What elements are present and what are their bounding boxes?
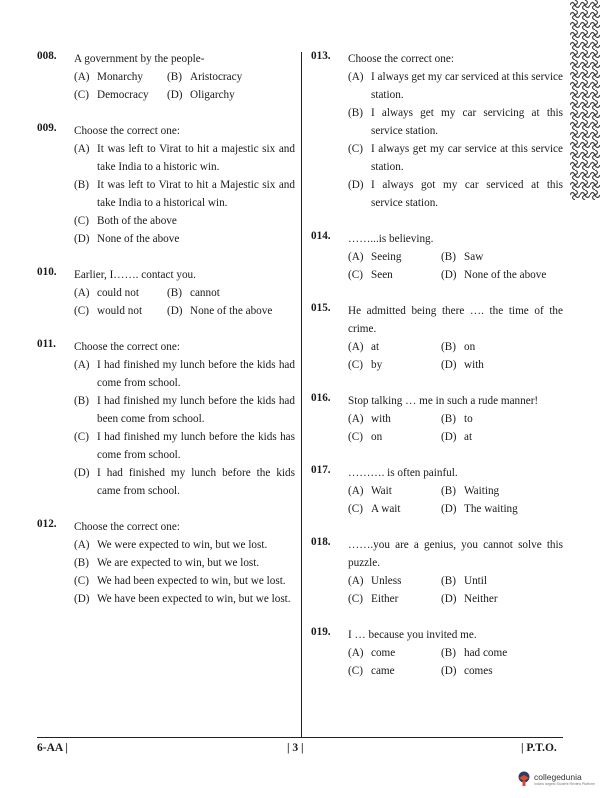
option-text: had come xyxy=(464,647,508,659)
option-letter: (C) xyxy=(74,575,89,587)
option-text: at xyxy=(464,431,473,443)
option-letter: (B) xyxy=(441,575,456,587)
option-letter: (B) xyxy=(74,179,89,191)
logo-tagline: India's largest Student Review Platform xyxy=(534,781,595,786)
option-letter: (C) xyxy=(348,359,363,371)
logo-name: collegedunia xyxy=(534,771,582,782)
question-block xyxy=(311,230,563,284)
answer-option xyxy=(74,140,295,176)
question-number: 008. xyxy=(37,50,57,62)
option-text: I had finished my lunch before the kids came from school. xyxy=(97,467,295,497)
answer-option xyxy=(348,500,441,518)
answer-option xyxy=(348,140,563,176)
question-number: 010. xyxy=(37,266,57,278)
answer-option xyxy=(167,284,220,302)
option-letter: (C) xyxy=(74,305,89,317)
option-letter: (B) xyxy=(441,251,456,263)
option-text: I always get my car servicing at this service station. xyxy=(371,107,563,137)
answer-option xyxy=(348,644,441,662)
answer-option-row xyxy=(348,356,563,374)
option-text: It was left to Virat to hit a majestic six and take India to a historic win. xyxy=(97,143,295,173)
option-text: to xyxy=(464,413,473,425)
question-block xyxy=(37,338,295,500)
answer-option-row xyxy=(348,500,563,518)
question-number: 012. xyxy=(37,518,57,530)
answer-option xyxy=(441,356,484,374)
option-letter: (C) xyxy=(74,89,89,101)
collegedunia-logo xyxy=(517,771,595,787)
option-text: Democracy xyxy=(97,89,149,101)
option-letter: (D) xyxy=(441,593,457,605)
answer-option xyxy=(74,302,167,320)
option-text: on xyxy=(464,341,476,353)
option-letter: (C) xyxy=(74,431,89,443)
question-block xyxy=(311,50,563,212)
answer-option xyxy=(441,572,487,590)
option-text: Seeing xyxy=(371,251,402,263)
option-letter: (D) xyxy=(74,233,90,245)
option-text: It was left to Virat to hit a Majestic six and take India to a historical win. xyxy=(97,179,295,209)
option-text: Monarchy xyxy=(97,71,143,83)
option-text: None of the above xyxy=(464,269,547,281)
option-letter: (C) xyxy=(348,431,363,443)
answer-option xyxy=(74,428,295,464)
option-text: Neither xyxy=(464,593,498,605)
answer-option xyxy=(348,176,563,212)
option-text: I always get my car serviced at this service station. xyxy=(371,71,563,101)
answer-option xyxy=(441,644,507,662)
option-text: Waiting xyxy=(464,485,500,497)
option-letter: (D) xyxy=(348,179,364,191)
answer-option xyxy=(441,338,475,356)
answer-option xyxy=(74,392,295,428)
option-text: Aristocracy xyxy=(190,71,243,83)
question-text: ………. is often painful. xyxy=(348,467,458,479)
question-block xyxy=(311,626,563,680)
answer-option-row xyxy=(348,662,563,680)
question-text: A government by the people- xyxy=(74,53,205,65)
option-text: comes xyxy=(464,665,493,677)
answer-option xyxy=(348,662,441,680)
option-text: could not xyxy=(97,287,139,299)
option-letter: (D) xyxy=(441,359,457,371)
option-letter: (C) xyxy=(348,503,363,515)
answer-option-row xyxy=(74,302,295,320)
option-text: on xyxy=(371,431,383,443)
question-block xyxy=(311,392,563,446)
answer-option xyxy=(348,356,441,374)
option-text: with xyxy=(464,359,484,371)
question-number: 011. xyxy=(37,338,56,350)
question-block xyxy=(37,266,295,320)
option-text: We have been expected to win, but we lost. xyxy=(97,593,291,605)
option-text: Oligarchy xyxy=(190,89,235,101)
question-block xyxy=(37,50,295,104)
answer-option-row xyxy=(74,68,295,86)
option-letter: (A) xyxy=(74,359,90,371)
option-text: with xyxy=(371,413,391,425)
option-text: came xyxy=(371,665,395,677)
option-letter: (D) xyxy=(167,89,183,101)
option-text: None of the above xyxy=(190,305,273,317)
answer-option xyxy=(74,86,167,104)
option-text: We are expected to win, but we lost. xyxy=(97,557,260,569)
answer-option xyxy=(348,266,441,284)
answer-option xyxy=(441,662,493,680)
question-number: 014. xyxy=(311,230,331,242)
answer-option xyxy=(348,338,441,356)
answer-option xyxy=(74,284,167,302)
option-letter: (B) xyxy=(74,557,89,569)
decorative-knot-pattern xyxy=(570,0,600,200)
answer-option xyxy=(441,428,472,446)
option-text: at xyxy=(371,341,380,353)
option-letter: (B) xyxy=(348,107,363,119)
option-text: I had finished my lunch before the kids had come from school. xyxy=(97,359,295,389)
answer-option xyxy=(74,176,295,212)
option-letter: (C) xyxy=(348,269,363,281)
question-text: Earlier, I……. contact you. xyxy=(74,269,196,281)
answer-option xyxy=(441,500,518,518)
footer-rule xyxy=(37,737,563,738)
question-number: 015. xyxy=(311,302,331,314)
option-text: would not xyxy=(97,305,143,317)
question-block xyxy=(311,464,563,518)
question-text: I … because you invited me. xyxy=(348,629,477,641)
answer-option xyxy=(348,248,441,266)
question-number: 019. xyxy=(311,626,331,638)
option-letter: (A) xyxy=(74,143,90,155)
answer-option xyxy=(348,482,441,500)
answer-option xyxy=(74,68,167,86)
question-text: Choose the correct one: xyxy=(74,341,180,353)
answer-option-row xyxy=(348,338,563,356)
option-letter: (C) xyxy=(348,143,363,155)
option-letter: (B) xyxy=(167,287,182,299)
option-letter: (D) xyxy=(74,593,90,605)
option-letter: (A) xyxy=(348,413,364,425)
answer-option-row xyxy=(74,284,295,302)
option-text: We had been expected to win, but we lost. xyxy=(97,575,286,587)
answer-option xyxy=(74,590,295,608)
logo-mark-icon xyxy=(517,771,531,787)
answer-option-row xyxy=(348,410,563,428)
answer-option xyxy=(74,464,295,500)
option-letter: (A) xyxy=(74,539,90,551)
pto-label: | P.T.O. xyxy=(521,742,557,754)
question-text: Stop talking … me in such a rude manner! xyxy=(348,395,539,407)
question-block xyxy=(311,536,563,608)
option-text: I had finished my lunch before the kids had been come from school. xyxy=(97,395,295,425)
question-number: 009. xyxy=(37,122,57,134)
question-text: …….you are a genius, you cannot solve this puzzle. xyxy=(348,539,563,569)
option-letter: (C) xyxy=(74,215,89,227)
option-letter: (A) xyxy=(348,341,364,353)
option-letter: (A) xyxy=(348,485,364,497)
answer-option xyxy=(348,572,441,590)
question-number: 017. xyxy=(311,464,331,476)
option-text: I had finished my lunch before the kids has come from school. xyxy=(97,431,295,461)
option-text: I always get my car service at this service station. xyxy=(371,143,563,173)
answer-option xyxy=(74,554,295,572)
column-divider xyxy=(301,52,302,737)
question-block xyxy=(311,302,563,374)
option-letter: (B) xyxy=(441,485,456,497)
answer-option xyxy=(74,212,295,230)
question-number: 018. xyxy=(311,536,331,548)
option-letter: (A) xyxy=(74,287,90,299)
option-text: A wait xyxy=(371,503,401,515)
question-block xyxy=(37,122,295,248)
option-letter: (B) xyxy=(441,413,456,425)
answer-option xyxy=(348,428,441,446)
option-text: come xyxy=(371,647,396,659)
answer-option xyxy=(348,410,441,428)
question-text: Choose the correct one: xyxy=(74,125,180,137)
answer-option xyxy=(167,86,235,104)
option-text: Unless xyxy=(371,575,402,587)
answer-option xyxy=(441,266,546,284)
question-text: Choose the correct one: xyxy=(348,53,454,65)
option-text: The waiting xyxy=(464,503,518,515)
answer-option xyxy=(74,572,295,590)
answer-option xyxy=(167,68,242,86)
question-number: 016. xyxy=(311,392,331,404)
answer-option-row xyxy=(74,86,295,104)
option-letter: (A) xyxy=(348,575,364,587)
answer-option xyxy=(348,68,563,104)
option-letter: (C) xyxy=(348,593,363,605)
answer-option-row xyxy=(348,644,563,662)
answer-option-row xyxy=(348,248,563,266)
paper-code: 6-AA | xyxy=(37,742,68,754)
option-text: I always got my car serviced at this service station. xyxy=(371,179,563,209)
option-letter: (A) xyxy=(348,71,364,83)
answer-option xyxy=(74,536,295,554)
option-text: Both of the above xyxy=(97,215,177,227)
answer-option xyxy=(74,230,295,248)
option-text: Wait xyxy=(371,485,392,497)
option-text: cannot xyxy=(190,287,220,299)
answer-option xyxy=(348,104,563,140)
question-block xyxy=(37,518,295,608)
option-letter: (A) xyxy=(74,71,90,83)
option-letter: (B) xyxy=(167,71,182,83)
option-letter: (D) xyxy=(441,665,457,677)
option-letter: (D) xyxy=(441,431,457,443)
answer-option xyxy=(441,590,498,608)
option-letter: (B) xyxy=(441,647,456,659)
option-text: None of the above xyxy=(97,233,180,245)
question-number: 013. xyxy=(311,50,331,62)
question-text: ……...is believing. xyxy=(348,233,434,245)
answer-option-row xyxy=(348,572,563,590)
right-column xyxy=(311,50,563,698)
option-letter: (B) xyxy=(74,395,89,407)
answer-option-row xyxy=(348,428,563,446)
answer-option-row xyxy=(348,482,563,500)
option-letter: (A) xyxy=(348,251,364,263)
answer-option xyxy=(74,356,295,392)
option-letter: (B) xyxy=(441,341,456,353)
option-letter: (D) xyxy=(167,305,183,317)
answer-option xyxy=(441,248,483,266)
option-text: We were expected to win, but we lost. xyxy=(97,539,268,551)
left-column xyxy=(37,50,295,626)
option-text: by xyxy=(371,359,383,371)
option-text: Either xyxy=(371,593,399,605)
answer-option xyxy=(441,482,499,500)
option-letter: (D) xyxy=(441,503,457,515)
page-number: | 3 | xyxy=(287,742,304,754)
question-text: Choose the correct one: xyxy=(74,521,180,533)
answer-option xyxy=(348,590,441,608)
answer-option xyxy=(441,410,473,428)
option-text: Seen xyxy=(371,269,393,281)
option-letter: (A) xyxy=(348,647,364,659)
option-letter: (D) xyxy=(441,269,457,281)
answer-option-row xyxy=(348,590,563,608)
option-letter: (D) xyxy=(74,467,90,479)
option-text: Saw xyxy=(464,251,484,263)
option-text: Until xyxy=(464,575,487,587)
answer-option-row xyxy=(348,266,563,284)
answer-option xyxy=(167,302,272,320)
option-letter: (C) xyxy=(348,665,363,677)
question-text: He admitted being there …. the time of the crime. xyxy=(348,305,563,335)
